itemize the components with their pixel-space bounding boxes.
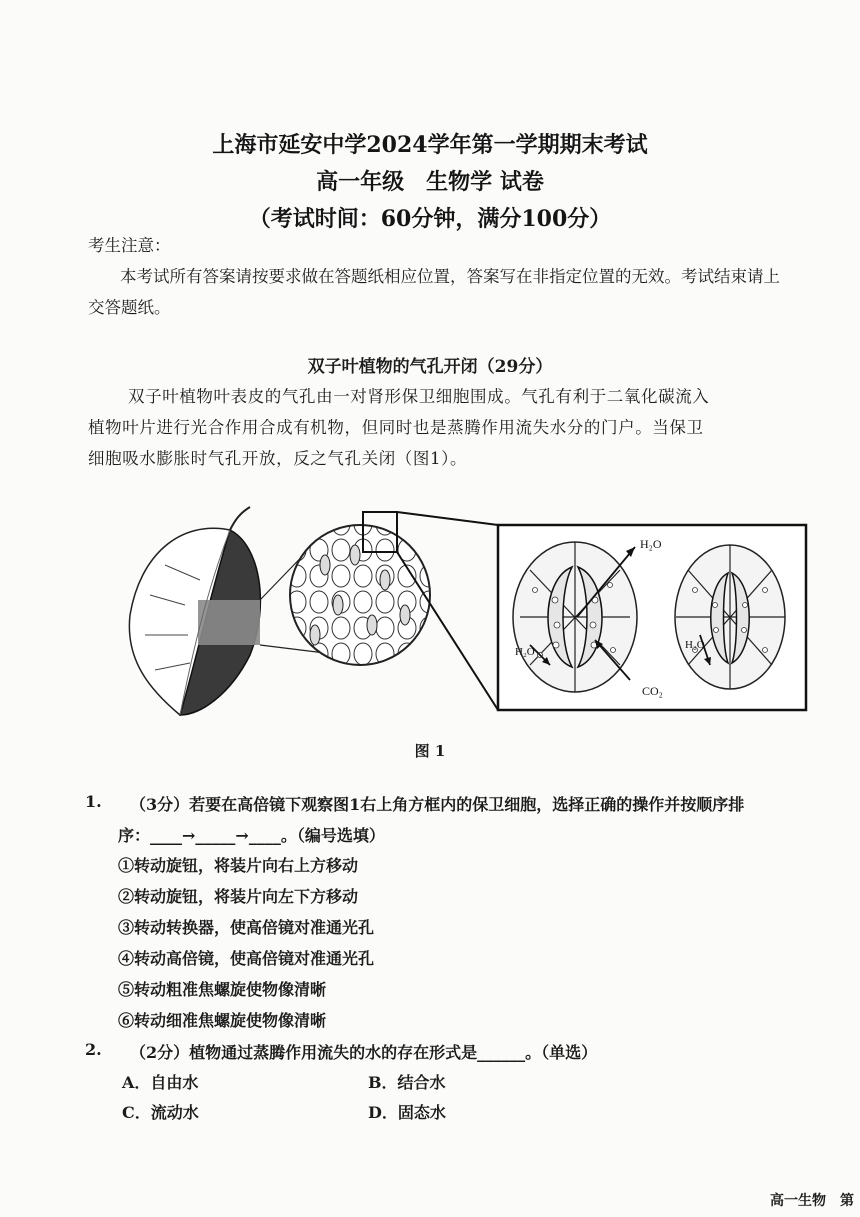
q1-option: ⑥转动细准焦螺旋使物像清晰 xyxy=(118,1011,327,1030)
notice-line-1: 本考试所有答案请按要求做在答题纸相应位置，答案写在非指定位置的无效。考试结束请上 xyxy=(120,267,780,286)
q1-option: ①转动旋钮，将装片向右上方移动 xyxy=(118,856,359,875)
q2-choice-c: C．流动水 xyxy=(122,1103,199,1122)
notice-heading: 考生注意： xyxy=(88,236,171,255)
stomata-figure xyxy=(110,485,815,735)
q2-choice-b: B．结合水 xyxy=(368,1073,446,1092)
label-h2o-right: H₂O xyxy=(685,639,705,651)
label-h2o-top: H₂O xyxy=(640,537,662,551)
exam-subtitle: 高一年级 生物学 试卷 xyxy=(316,169,544,195)
guard-cell-detail xyxy=(498,525,806,710)
q2-choice-a: A．自由水 xyxy=(122,1073,199,1092)
q1-text-line-2: 序：____→_____→____。（编号选填） xyxy=(118,826,385,845)
open-stoma xyxy=(513,542,637,692)
section-title: 双子叶植物的气孔开闭（29分） xyxy=(307,357,553,377)
q1-option: ②转动旋钮，将装片向左下方移动 xyxy=(118,887,359,906)
epidermis-magnified xyxy=(290,512,430,665)
figure-caption: 图 1 xyxy=(414,742,446,760)
q1-option: ⑤转动粗准焦螺旋使物像清晰 xyxy=(118,980,327,999)
exam-time: （考试时间：60分钟，满分100分） xyxy=(248,206,612,232)
q2-number: 2. xyxy=(85,1040,102,1059)
q2-text: （2分）植物通过蒸腾作用流失的水的存在形式是______。（单选） xyxy=(130,1043,598,1062)
label-co2: CO₂ xyxy=(642,684,663,698)
q1-number: 1. xyxy=(85,792,102,811)
q1-text-line-1: （3分）若要在高倍镜下观察图1右上角方框内的保卫细胞，选择正确的操作并按顺序排 xyxy=(130,795,745,814)
section-para-3: 细胞吸水膨胀时气孔开放，反之气孔关闭（图1）。 xyxy=(88,449,468,468)
section-para-2: 植物叶片进行光合作用合成有机物，但同时也是蒸腾作用流失水分的门户。当保卫 xyxy=(88,418,704,437)
closed-stoma xyxy=(675,545,785,689)
page-footer: 高一生物 第 xyxy=(770,1193,854,1209)
leaf-illustration xyxy=(129,507,260,715)
section-para-1: 双子叶植物叶表皮的气孔由一对肾形保卫细胞围成。气孔有利于二氧化碳流入 xyxy=(128,387,710,406)
q2-choice-d: D．固态水 xyxy=(368,1103,446,1122)
q1-option: ③转动转换器，使高倍镜对准通光孔 xyxy=(118,918,375,937)
exam-title: 上海市延安中学2024学年第一学期期末考试 xyxy=(212,132,648,158)
label-h2o-left: H₂O xyxy=(515,646,535,658)
q1-option: ④转动高倍镜，使高倍镜对准通光孔 xyxy=(118,949,375,968)
notice-line-2: 交答题纸。 xyxy=(88,298,171,317)
